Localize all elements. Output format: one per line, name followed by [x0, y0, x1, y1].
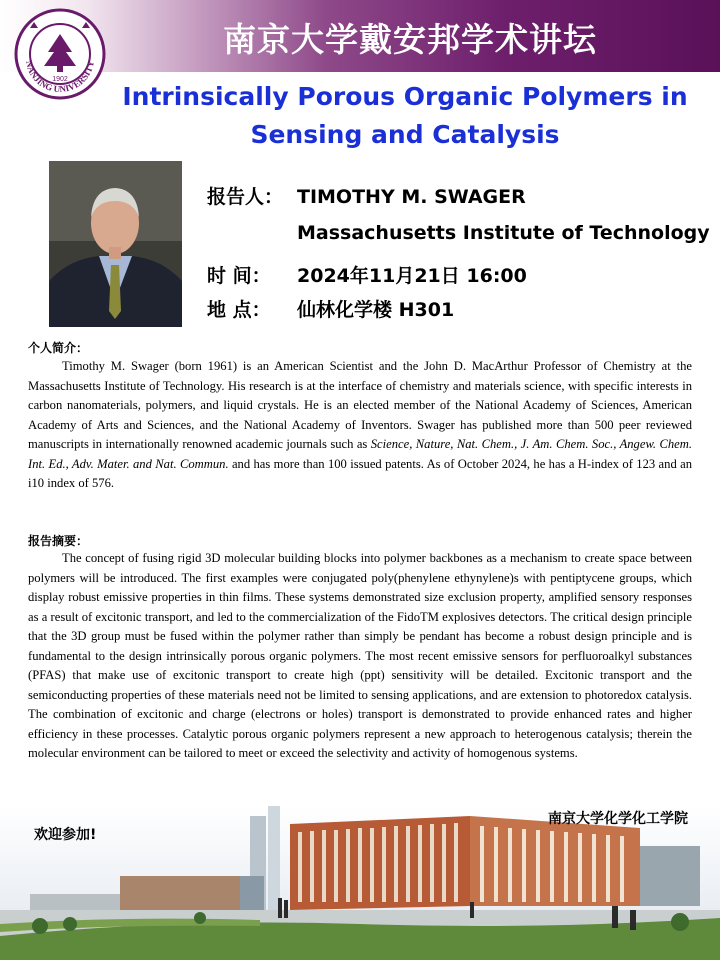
speaker-affiliation: Massachusetts Institute of Technology [297, 222, 710, 244]
speaker-row [207, 182, 526, 209]
university-logo [14, 8, 106, 100]
logo-year: 1902 [52, 76, 68, 83]
speaker-name: TIMOTHY M. SWAGER [297, 186, 526, 208]
place-row [207, 295, 454, 322]
logo-text: NANJING UNIVERSITY [24, 59, 96, 95]
bio-heading: 个人简介： [28, 341, 89, 355]
time-value: 2024年11月21日 16:00 [297, 265, 527, 287]
bio-text-1: Timothy M. Swager (born 1961) is an American Scientist and the John D. MacArthur Professor of Chemistry at the Massachusetts Institute of Technology. His research is at the interface of chemistry and materials science, with specific interests in carbon nanomaterials, polymers, and liquid crystals. He is an elected member of the National Academy of Sciences, American Academy of Arts and Sciences, and the National Academy of Inventors. Swager has published more than 500 peer reviewed manuscripts in internationally renowned academic journals such as [28, 359, 692, 451]
school-name: 南京大学化学化工学院 [548, 811, 688, 827]
abstract-heading: 报告摘要： [28, 534, 89, 548]
banner-title: 南京大学戴安邦学术讲坛 [223, 20, 597, 59]
place-value: 仙林化学楼 H301 [297, 299, 455, 321]
time-label: 时 间： [207, 265, 271, 287]
welcome-text: 欢迎参加! [34, 827, 97, 843]
building-image [0, 806, 720, 960]
speaker-label: 报告人： [207, 186, 284, 208]
bio-journals: Science, Nature, Nat. Chem., J. Am. Chem. Soc., Angew. Chem. Int. Ed., Adv. Mater. and Nat. Commun. [28, 437, 692, 471]
talk-title [115, 78, 695, 154]
time-row [207, 261, 527, 288]
place-label: 地 点： [207, 299, 271, 321]
talk-title-line2: Sensing and Catalysis [250, 120, 560, 149]
bio-text-2: and has more than 100 issued patents. As of October 2024, he has a H-index of 123 and an i10 index of 576. [28, 456, 692, 490]
bio-paragraph [28, 357, 692, 494]
talk-title-line1: Intrinsically Porous Organic Polymers in [122, 82, 688, 111]
abstract-paragraph: The concept of fusing rigid 3D molecular building blocks into polymer backbones as a mechanism to create space between polymers will be introduced. The first examples were conjugated poly(phenylene ethynylene)s with pentiptycene groups, which display robust emissive properties in thin films. These systems demonstrated size exclusion property, amplified sensory responses as a result of excitonic transport, and led to the commercialization of the FidoTM explosives detectors. The critical design principle that the 3D group must be fused within the polymer rather than simply be pendant has become a robust design principle and is fundamental to the design intrinsically porous organic polymers. The most recent emissive sensors for perfluoroalkyl substances (PFAS) that make use of excitonic transport to create high (ppt) sensitivity will be detailed. Excitonic transport and the semiconducting properties of these materials need not be limited to sensing applications, and are extension to photoredox catalysis. The combination of excitonic and charge (electrons or holes) transport is demonstrated to provide enhanced rates and higher efficiency in these processes. Catalytic porous organic polymers represent a new approach to heterogenous catalysis; therein the molecular environment can be tailored to meet or exceed the selectivity and activity of homogenous systems. [28, 551, 692, 760]
speaker-photo [49, 161, 182, 327]
